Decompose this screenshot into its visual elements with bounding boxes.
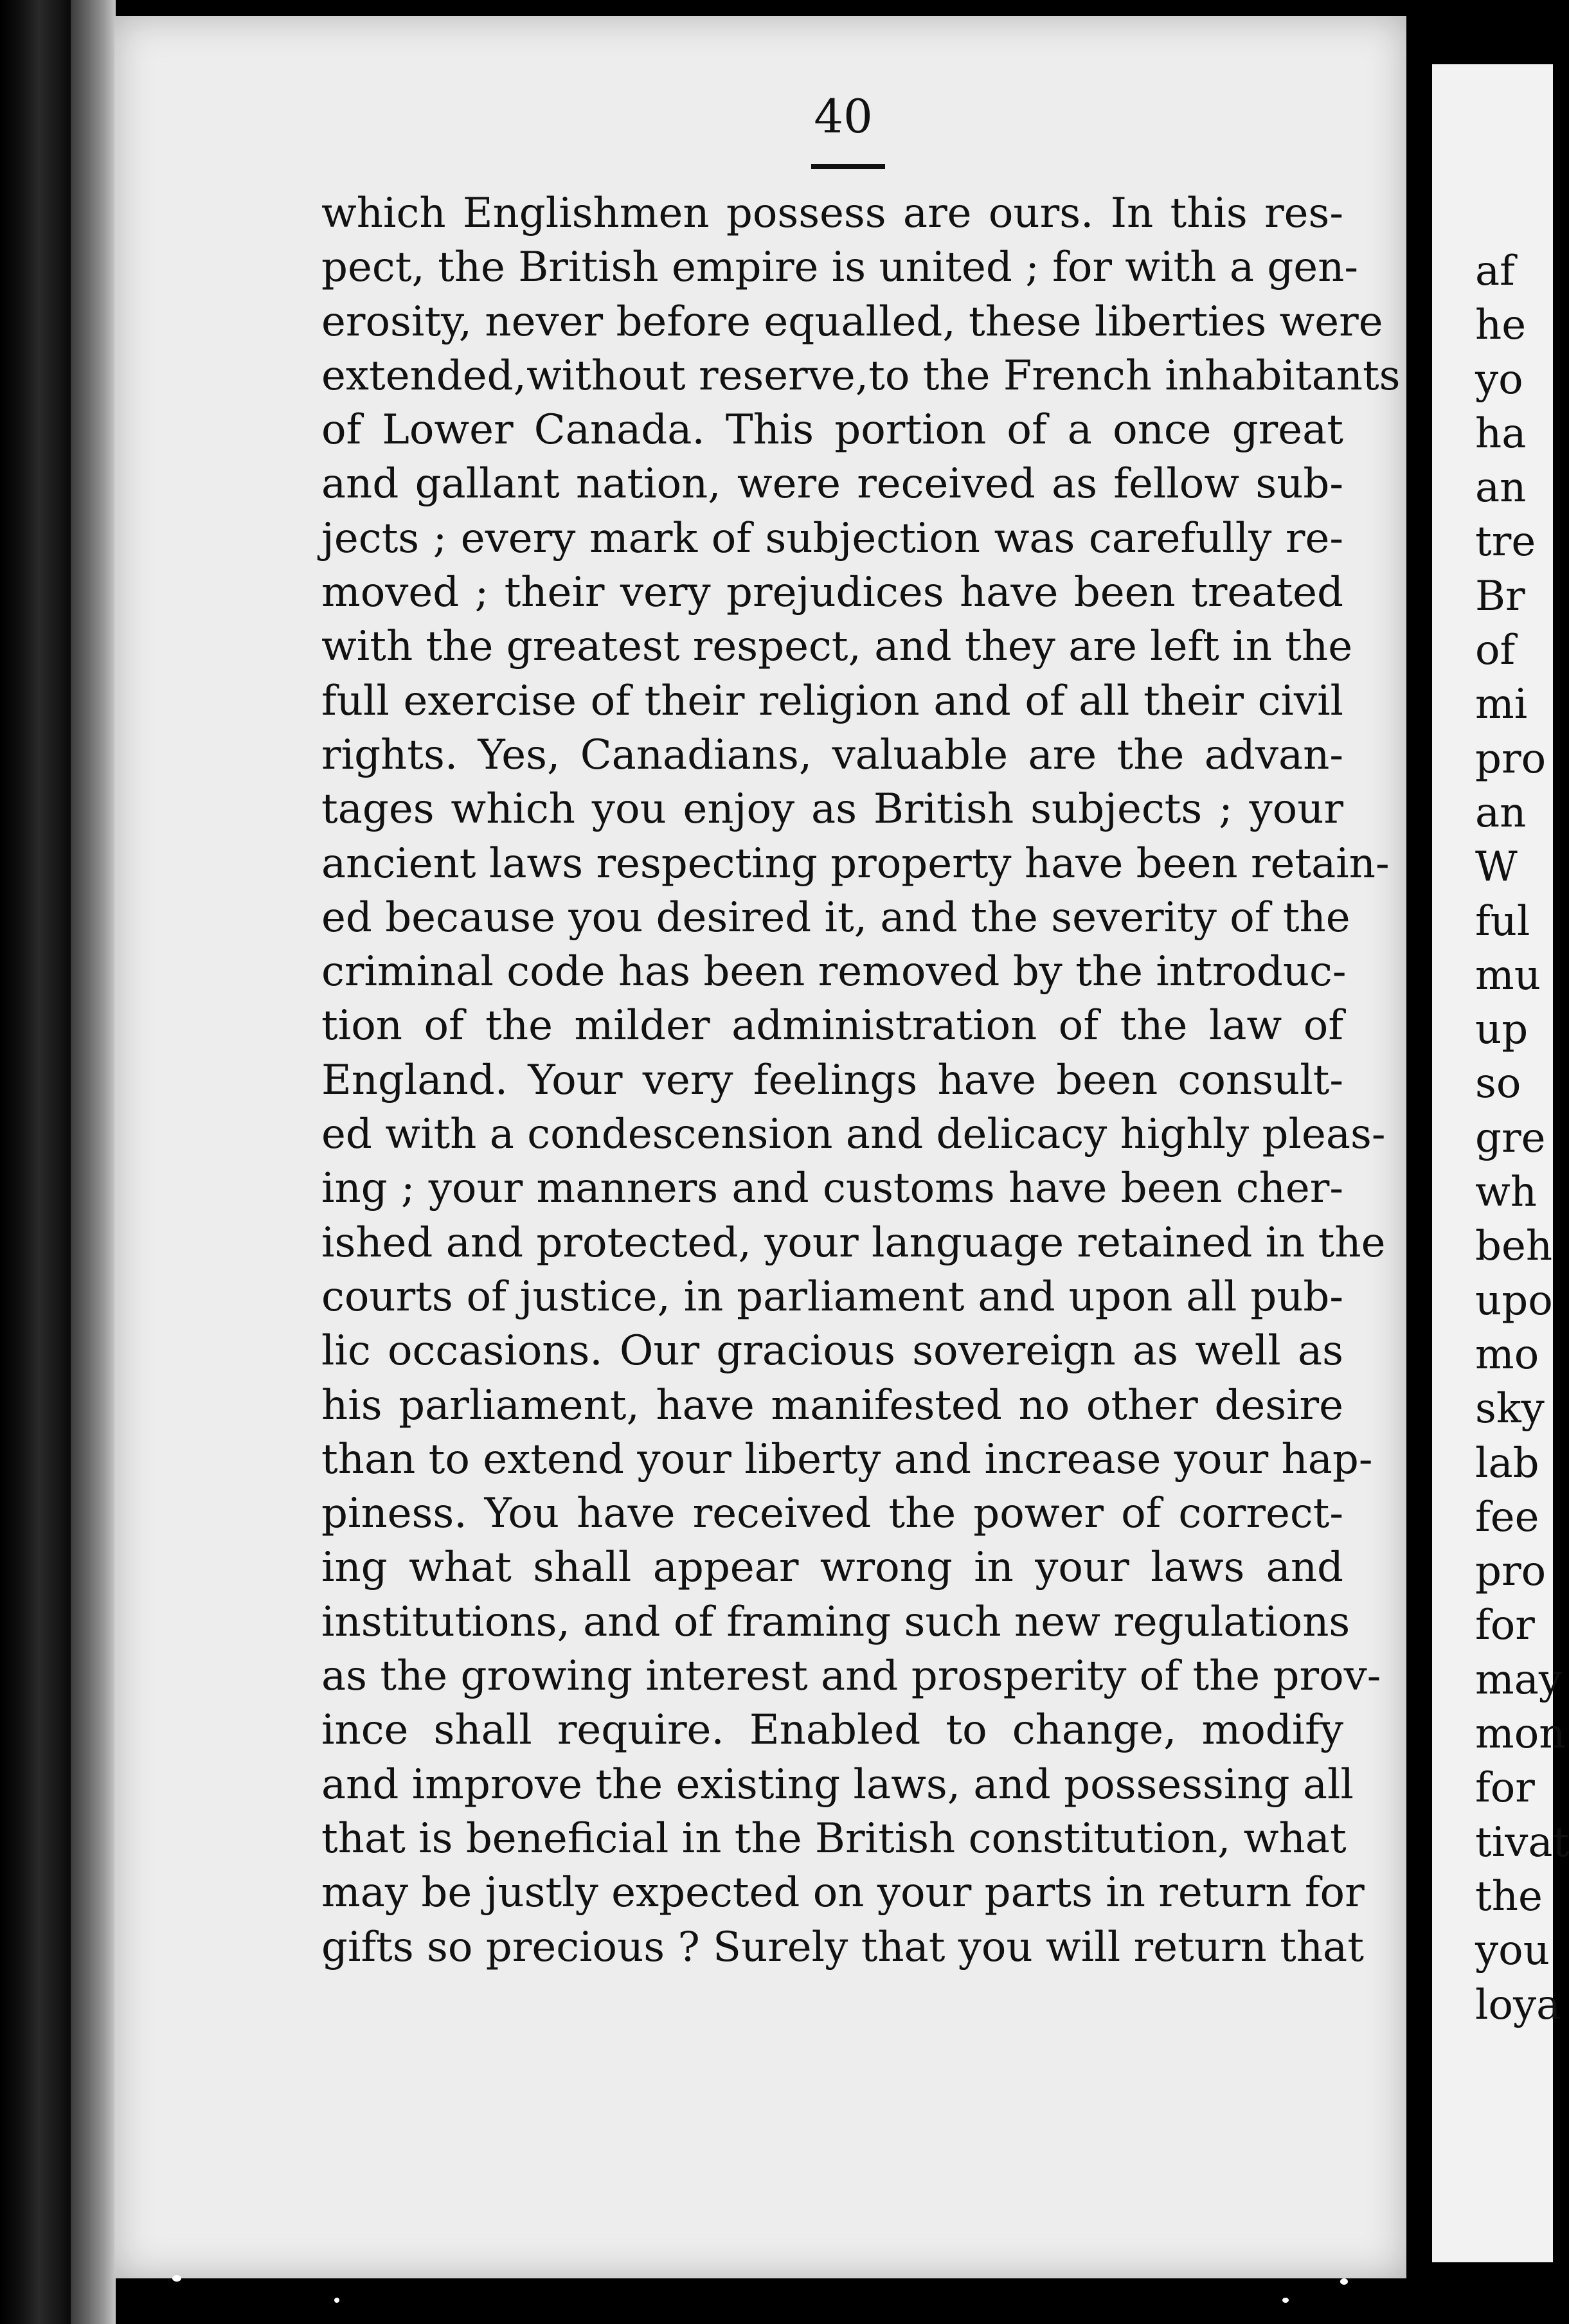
facing-text-fragment: Br: [1475, 572, 1525, 620]
text-line: ing ; your manners and customs have been cher-: [321, 1165, 1343, 1213]
facing-text-fragment: mu: [1475, 951, 1541, 999]
facing-page-text: [1475, 244, 1569, 2032]
text-line: and gallant nation, were received as fellow sub-: [321, 460, 1343, 508]
text-line: erosity, never before equalled, these liberties were: [321, 298, 1383, 346]
facing-text-fragment: for: [1475, 1602, 1535, 1650]
book-spine: [0, 0, 71, 2324]
facing-text-fragment: mon: [1475, 1710, 1566, 1758]
text-line: may be justly expected on your parts in return for: [321, 1869, 1365, 1917]
page-number-rule: [811, 164, 885, 169]
facing-text-fragment: so: [1475, 1060, 1521, 1108]
text-line: full exercise of their religion and of all their civil: [321, 677, 1343, 725]
facing-text-fragment: an: [1475, 464, 1527, 512]
text-line: piness. You have received the power of correct-: [321, 1490, 1343, 1538]
text-line: ing what shall appear wrong in your laws and: [321, 1544, 1343, 1592]
text-line: that is beneficial in the British constitution, what: [321, 1814, 1347, 1863]
facing-text-fragment: an: [1475, 789, 1527, 837]
text-line: as the growing interest and prosperity of the prov-: [321, 1652, 1381, 1701]
facing-text-fragment: ful: [1475, 897, 1530, 945]
text-line: his parliament, have manifested no other desire: [321, 1381, 1343, 1429]
facing-text-fragment: mo: [1475, 1330, 1539, 1379]
facing-text-fragment: yo: [1475, 355, 1523, 404]
text-line: with the greatest respect, and they are left in the: [321, 623, 1353, 671]
scan-speck: [1340, 2278, 1348, 2285]
facing-text-fragment: loya: [1475, 1981, 1561, 2029]
facing-text-fragment: lab: [1475, 1439, 1539, 1487]
facing-text-fragment: pro: [1475, 735, 1547, 783]
text-line: ed because you desired it, and the severity of the: [321, 893, 1350, 942]
text-line: rights. Yes, Canadians, valuable are the advan-: [321, 731, 1343, 779]
facing-text-fragment: tre: [1475, 518, 1536, 566]
text-line: tion of the milder administration of the law of: [321, 1002, 1343, 1050]
text-line: ed with a condescension and delicacy highly pleas-: [321, 1111, 1386, 1159]
text-line: courts of justice, in parliament and upon all pub-: [321, 1273, 1343, 1321]
page-number: 40: [814, 89, 873, 143]
text-line: criminal code has been removed by the introduc-: [321, 948, 1347, 996]
facing-text-fragment: tivat: [1475, 1818, 1569, 1866]
facing-text-fragment: the: [1475, 1872, 1543, 1920]
page-curl-shadow: [71, 0, 116, 2324]
text-line: moved ; their very prejudices have been treated: [321, 569, 1343, 617]
facing-text-fragment: af: [1475, 247, 1515, 295]
text-line: ince shall require. Enabled to change, modify: [321, 1706, 1343, 1755]
facing-text-fragment: for: [1475, 1764, 1535, 1812]
text-line: extended,without reserve,to the French inhabitants: [321, 352, 1401, 400]
text-line: gifts so precious ? Surely that you will return that: [321, 1923, 1364, 1971]
body-text: [321, 186, 1401, 1974]
text-line: tages which you enjoy as British subjects ; your: [321, 785, 1343, 834]
facing-text-fragment: up: [1475, 1006, 1529, 1054]
scan-speck: [334, 2298, 339, 2303]
facing-text-fragment: fee: [1475, 1493, 1539, 1541]
facing-text-fragment: pro: [1475, 1548, 1547, 1596]
facing-text-fragment: upo: [1475, 1276, 1553, 1325]
scan-speck: [172, 2275, 181, 2282]
text-line: institutions, and of framing such new regulations: [321, 1598, 1350, 1646]
text-line: and improve the existing laws, and possessing all: [321, 1760, 1354, 1809]
facing-text-fragment: ha: [1475, 409, 1527, 458]
text-line: which Englishmen possess are ours. In this res-: [321, 190, 1343, 237]
facing-text-fragment: mi: [1475, 681, 1528, 729]
facing-text-fragment: of: [1475, 627, 1516, 675]
facing-text-fragment: sky: [1475, 1385, 1545, 1433]
scan-speck: [1282, 2298, 1289, 2303]
facing-text-fragment: you: [1475, 1927, 1550, 1975]
facing-text-fragment: he: [1475, 301, 1527, 350]
facing-text-fragment: wh: [1475, 1168, 1537, 1217]
page-gutter: [1406, 0, 1432, 2324]
text-line: pect, the British empire is united ; for with a gen-: [321, 244, 1358, 292]
text-line: ished and protected, your language retained in the: [321, 1219, 1386, 1267]
facing-text-fragment: may: [1475, 1656, 1562, 1704]
text-line: jects ; every mark of subjection was carefully re-: [321, 514, 1343, 562]
facing-text-fragment: beh: [1475, 1222, 1553, 1271]
text-line: lic occasions. Our gracious sovereign as well as: [321, 1327, 1343, 1375]
text-line: ancient laws respecting property have been retain-: [321, 839, 1390, 888]
facing-text-fragment: W: [1475, 843, 1518, 891]
facing-text-fragment: gre: [1475, 1114, 1546, 1162]
text-line: than to extend your liberty and increase your hap-: [321, 1435, 1373, 1483]
text-line: England. Your very feelings have been consult-: [321, 1056, 1343, 1104]
text-line: of Lower Canada. This portion of a once great: [321, 406, 1343, 454]
